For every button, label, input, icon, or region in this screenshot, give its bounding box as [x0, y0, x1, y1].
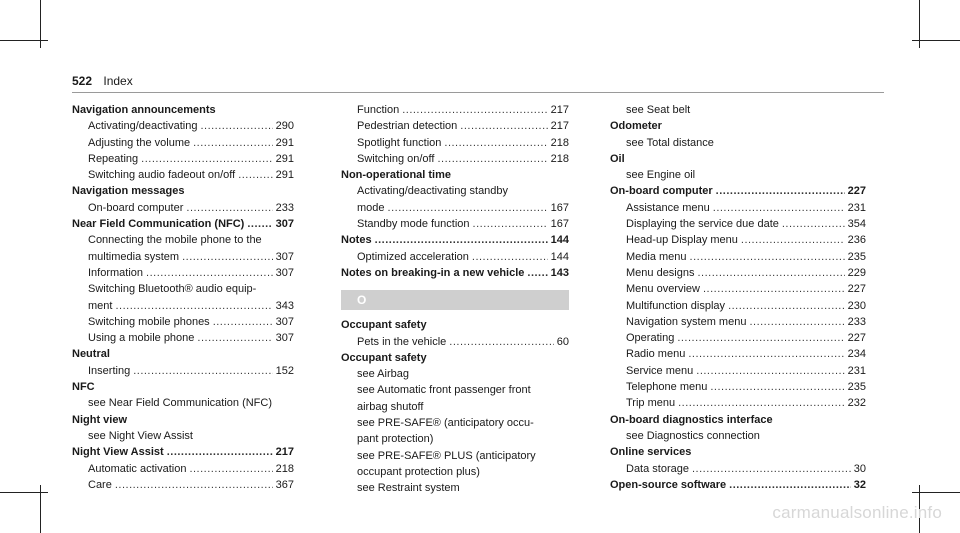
dot-leader: [437, 151, 547, 167]
index-subentry-label: Radio menu: [626, 348, 686, 361]
index-heading-label: Oil: [610, 152, 625, 165]
index-heading-label: Night view: [72, 413, 128, 426]
page-reference: 229: [847, 266, 866, 279]
index-subentry-label: Switching audio fadeout on/off: [88, 169, 236, 182]
index-heading-label: NFC: [72, 381, 95, 394]
index-subentry-label: Operating: [626, 332, 675, 345]
index-subentry-label: Activating/deactivating: [88, 120, 198, 133]
dot-leader: [444, 135, 547, 151]
index-heading: [72, 102, 294, 118]
index-subentry-label: Trip menu: [626, 397, 676, 410]
index-subentry: [72, 395, 294, 411]
index-subentry-label: Head-up Display menu: [626, 234, 738, 247]
index-heading-label: Navigation messages: [72, 185, 185, 198]
page-reference: 291: [275, 169, 294, 182]
index-heading: [341, 167, 569, 183]
index-subentry: [341, 480, 569, 496]
index-subentry-label: Assistance menu: [626, 201, 710, 214]
index-subentry-label: pant protection): [357, 433, 434, 446]
page-reference: 227: [847, 283, 866, 296]
page-reference: 231: [847, 201, 866, 214]
page-reference: 307: [275, 315, 294, 328]
index-subentry: [341, 102, 569, 118]
page-reference: 307: [275, 218, 294, 231]
index-subentry-label: Optimized acceleration: [357, 250, 469, 263]
index-heading: [72, 346, 294, 362]
index-subentry: [610, 232, 866, 248]
index-subentry-label: Switching on/off: [357, 152, 435, 165]
index-subentry: [341, 415, 569, 431]
index-subentry: [341, 431, 569, 447]
page-reference: 232: [847, 397, 866, 410]
dot-leader: [200, 118, 272, 134]
index-subentry-label: occupant protection plus): [357, 465, 480, 478]
index-subentry-label: see Airbag: [357, 368, 409, 381]
dot-leader: [388, 200, 548, 216]
page-reference: 307: [275, 332, 294, 345]
index-subentry: [341, 183, 569, 199]
page-reference: 236: [847, 234, 866, 247]
index-subentry: [610, 363, 866, 379]
index-subentry-label: see PRE-SAFE® PLUS (anticipatory: [357, 449, 536, 462]
page-reference: 234: [847, 348, 866, 361]
dot-leader: [678, 395, 845, 411]
index-subentry-label: Standby mode function: [357, 218, 470, 231]
page-reference: 218: [550, 136, 569, 149]
index-heading-label: Online services: [610, 446, 692, 459]
index-subentry: [72, 200, 294, 216]
index-subentry-label: Navigation system menu: [626, 315, 747, 328]
index-subentry-label: mode: [357, 201, 385, 214]
page-reference: 60: [556, 335, 569, 348]
index-heading: [610, 477, 866, 493]
page-reference: 307: [275, 266, 294, 279]
index-subentry: [341, 249, 569, 265]
dot-leader: [741, 232, 845, 248]
dot-leader: [527, 265, 547, 281]
index-heading-label: On-board diagnostics interface: [610, 413, 773, 426]
index-subentry: [341, 464, 569, 480]
index-subentry: [72, 314, 294, 330]
page-reference: 167: [550, 218, 569, 231]
index-subentry: [610, 428, 866, 444]
index-subentry-label: Displaying the service due date: [626, 218, 779, 231]
index-heading: [341, 350, 569, 366]
index-subentry-label: see Automatic front passenger front: [357, 384, 531, 397]
crop-mark: [0, 40, 48, 41]
index-subentry-label: Inserting: [88, 364, 131, 377]
index-subentry-label: see Night View Assist: [88, 429, 193, 442]
page-number: 522: [72, 74, 93, 88]
index-subentry: [610, 281, 866, 297]
dot-leader: [247, 216, 272, 232]
index-subentry-label: see Engine oil: [626, 169, 696, 182]
dot-leader: [690, 249, 845, 265]
section-letter-header: O: [341, 290, 569, 310]
index-subentry-label: see Restraint system: [357, 482, 460, 495]
index-subentry-label: see Seat belt: [626, 104, 691, 116]
dot-leader: [472, 249, 548, 265]
index-subentry: [72, 298, 294, 314]
page-reference: 291: [275, 152, 294, 165]
index-subentry-label: Adjusting the volume: [88, 136, 191, 149]
index-subentry-label: multimedia system: [88, 250, 180, 263]
dot-leader: [402, 102, 547, 118]
index-subentry: [610, 395, 866, 411]
index-subentry: [341, 448, 569, 464]
index-subentry: [610, 314, 866, 330]
index-subentry-label: Information: [88, 266, 144, 279]
index-heading-label: Neutral: [72, 348, 110, 361]
page-reference: 217: [550, 120, 569, 133]
index-subentry: [610, 167, 866, 183]
page-reference: 307: [275, 250, 294, 263]
index-column-3: [610, 102, 866, 493]
index-subentry: [72, 151, 294, 167]
index-heading: [72, 444, 294, 460]
index-subentry: [341, 399, 569, 415]
dot-leader: [449, 334, 553, 350]
page-reference: 231: [847, 364, 866, 377]
dot-leader: [703, 281, 845, 297]
index-subentry: [610, 200, 866, 216]
crop-mark: [912, 492, 960, 493]
crop-mark: [912, 40, 960, 41]
index-subentry-label: Connecting the mobile phone to the: [88, 234, 262, 247]
page-reference: 217: [550, 104, 569, 116]
index-heading: [341, 265, 569, 281]
page-reference: 233: [847, 315, 866, 328]
index-column-1: [72, 102, 294, 493]
index-subentry: [610, 346, 866, 362]
header-rule: [72, 92, 884, 93]
dot-leader: [677, 330, 844, 346]
dot-leader: [238, 167, 272, 183]
index-subentry-label: see PRE-SAFE® (anticipatory occu-: [357, 417, 534, 430]
index-heading: [341, 232, 569, 248]
index-heading-label: Near Field Communication (NFC): [72, 218, 245, 231]
page-reference: 290: [275, 120, 294, 133]
page-reference: 354: [847, 218, 866, 231]
index-subentry-label: Switching Bluetooth® audio equip-: [88, 283, 257, 296]
dot-leader: [688, 346, 844, 362]
index-heading-label: Occupant safety: [341, 351, 427, 364]
index-subentry-label: Media menu: [626, 250, 687, 263]
page-reference: 32: [853, 478, 866, 491]
section-title: Index: [103, 74, 133, 88]
page-reference: 167: [550, 201, 569, 214]
index-subentry-label: airbag shutoff: [357, 400, 424, 413]
page-reference: 235: [847, 250, 866, 263]
dot-leader: [213, 314, 273, 330]
dot-leader: [133, 363, 272, 379]
index-subentry-label: Repeating: [88, 152, 139, 165]
index-subentry-label: Service menu: [626, 364, 694, 377]
dot-leader: [728, 298, 845, 314]
index-heading-label: Notes on breaking-in a new vehicle: [341, 266, 525, 279]
index-subentry: [341, 366, 569, 382]
index-subentry-label: Automatic activation: [88, 462, 187, 475]
page-reference: 235: [847, 381, 866, 394]
page-reference: 144: [550, 250, 569, 263]
dot-leader: [713, 200, 845, 216]
index-subentry: [341, 151, 569, 167]
index-subentry-label: Activating/deactivating standby: [357, 185, 509, 198]
dot-leader: [186, 200, 272, 216]
index-subentry: [341, 382, 569, 398]
page-reference: 217: [275, 446, 294, 459]
index-subentry-label: Using a mobile phone: [88, 332, 195, 345]
index-subentry: [72, 363, 294, 379]
index-subentry: [72, 281, 294, 297]
index-subentry-label: Menu overview: [626, 283, 700, 296]
index-subentry-label: Care: [88, 478, 112, 491]
index-subentry: [72, 232, 294, 248]
dot-leader: [749, 314, 844, 330]
index-subentry: [341, 200, 569, 216]
dot-leader: [375, 232, 548, 248]
dot-leader: [182, 249, 273, 265]
index-subentry: [610, 330, 866, 346]
dot-leader: [189, 461, 272, 477]
index-subentry-label: Telephone menu: [626, 381, 708, 394]
index-heading: [610, 151, 866, 167]
index-subentry: [341, 334, 569, 350]
index-heading: [610, 412, 866, 428]
dot-leader: [167, 444, 273, 460]
dot-leader: [782, 216, 845, 232]
index-heading: [72, 412, 294, 428]
dot-leader: [197, 330, 272, 346]
dot-leader: [696, 363, 844, 379]
index-subentry: [610, 379, 866, 395]
crop-mark: [0, 492, 48, 493]
dot-leader: [141, 151, 272, 167]
index-subentry-label: Spotlight function: [357, 136, 442, 149]
index-subentry-label: Multifunction display: [626, 299, 726, 312]
index-column-2: [341, 102, 569, 497]
index-subentry: [610, 461, 866, 477]
index-subentry: [610, 135, 866, 151]
dot-leader: [692, 461, 851, 477]
dot-leader: [473, 216, 548, 232]
index-heading-label: Navigation announcements: [72, 104, 216, 116]
index-subentry: [341, 216, 569, 232]
index-heading-label: Non-operational time: [341, 169, 452, 182]
page-reference: 218: [550, 152, 569, 165]
index-subentry-label: On-board computer: [88, 201, 184, 214]
watermark: carmanualsonline.info: [772, 503, 942, 522]
index-subentry-label: Menu designs: [626, 266, 695, 279]
page-reference: 144: [550, 234, 569, 247]
index-subentry-label: Function: [357, 104, 400, 116]
page-reference: 143: [550, 266, 569, 279]
index-subentry: [72, 477, 294, 493]
page-reference: 218: [275, 462, 294, 475]
index-subentry: [72, 461, 294, 477]
index-heading-label: Occupant safety: [341, 319, 427, 332]
index-heading: [610, 444, 866, 460]
index-subentry-label: see Diagnostics connection: [626, 429, 760, 442]
index-subentry: [610, 265, 866, 281]
page-reference: 227: [847, 332, 866, 345]
page-header: [72, 74, 133, 88]
index-heading: [610, 118, 866, 134]
index-subentry-label: Switching mobile phones: [88, 315, 210, 328]
page-reference: 227: [847, 185, 866, 198]
index-subentry: [72, 428, 294, 444]
index-heading: [610, 183, 866, 199]
dot-leader: [115, 298, 272, 314]
index-subentry: [610, 102, 866, 118]
index-subentry: [341, 118, 569, 134]
index-heading-label: Night View Assist: [72, 446, 164, 459]
dot-leader: [716, 183, 845, 199]
index-heading: [72, 216, 294, 232]
page-reference: 367: [275, 478, 294, 491]
page-reference: 343: [275, 299, 294, 312]
index-subentry: [610, 249, 866, 265]
index-heading-label: Odometer: [610, 120, 662, 133]
index-subentry-label: Pets in the vehicle: [357, 335, 447, 348]
index-subentry: [610, 298, 866, 314]
index-subentry-label: ment: [88, 299, 113, 312]
dot-leader: [115, 477, 273, 493]
index-heading-label: Notes: [341, 234, 372, 247]
index-subentry: [72, 249, 294, 265]
index-subentry: [72, 265, 294, 281]
index-heading: [341, 317, 569, 333]
dot-leader: [710, 379, 844, 395]
index-heading: [72, 379, 294, 395]
page-reference: 30: [853, 462, 866, 475]
dot-leader: [729, 477, 851, 493]
page-reference: 291: [275, 136, 294, 149]
dot-leader: [146, 265, 273, 281]
index-heading-label: Open-source software: [610, 478, 727, 491]
page-reference: 230: [847, 299, 866, 312]
index-subentry-label: see Total distance: [626, 136, 714, 149]
page-reference: 152: [275, 364, 294, 377]
dot-leader: [193, 135, 273, 151]
dot-leader: [460, 118, 547, 134]
page-reference: 233: [275, 201, 294, 214]
dot-leader: [698, 265, 845, 281]
index-heading: [72, 183, 294, 199]
index-subentry-label: Data storage: [626, 462, 689, 475]
index-subentry: [72, 167, 294, 183]
index-subentry: [72, 118, 294, 134]
index-heading-label: On-board computer: [610, 185, 713, 198]
index-subentry: [72, 330, 294, 346]
index-subentry: [341, 135, 569, 151]
index-subentry: [72, 135, 294, 151]
index-subentry-label: Pedestrian detection: [357, 120, 458, 133]
index-subentry-label: see Near Field Communication (NFC): [88, 397, 272, 410]
index-subentry: [610, 216, 866, 232]
